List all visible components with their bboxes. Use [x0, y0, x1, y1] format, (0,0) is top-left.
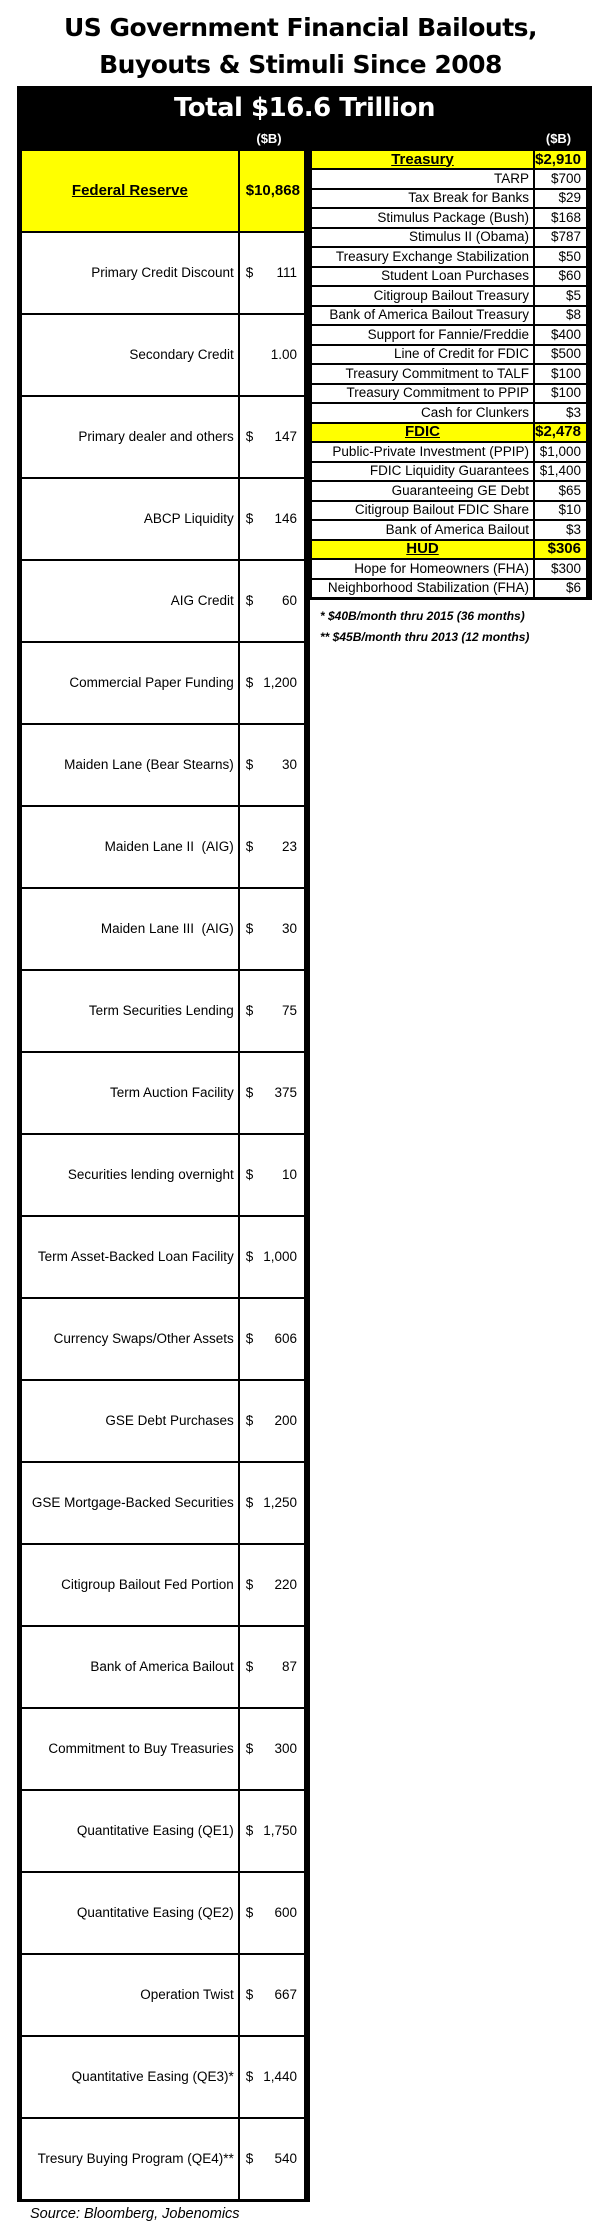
row-value	[239, 232, 307, 314]
table-row	[311, 579, 589, 599]
amount: 606	[274, 1331, 297, 1346]
table-row	[20, 396, 308, 478]
row-label: GSE Debt Purchases	[20, 1380, 239, 1462]
table-row	[20, 724, 308, 806]
row-label: Term Asset-Backed Loan Facility	[20, 1216, 239, 1298]
table-row	[311, 559, 589, 579]
table-row	[20, 1626, 308, 1708]
source-attribution: Source: Bloomberg, Jobenomics	[30, 2206, 240, 2222]
amount: 1,250	[263, 1495, 297, 1510]
row-label: Guaranteeing GE Debt	[311, 481, 534, 501]
row-value	[239, 314, 307, 396]
currency-symbol: $	[245, 757, 254, 772]
row-value: $100	[534, 364, 589, 384]
row-label: Bank of America Bailout	[20, 1626, 239, 1708]
row-label: Maiden Lane III (AIG)	[20, 888, 239, 970]
currency-symbol: $	[245, 1495, 254, 1510]
row-label: Stimulus II (Obama)	[311, 228, 534, 248]
row-value: $10	[534, 501, 589, 521]
row-value: $60	[534, 267, 589, 287]
table-row	[20, 1872, 308, 1954]
currency-symbol: $	[245, 1085, 254, 1100]
currency-symbol: $	[245, 1167, 254, 1182]
table-row	[311, 501, 589, 521]
section-header-treasury	[311, 150, 589, 170]
section-header-label: Federal Reserve	[20, 150, 239, 233]
amount: 75	[281, 1003, 297, 1018]
table-row	[20, 2036, 308, 2118]
row-value: $787	[534, 228, 589, 248]
table-row	[311, 462, 589, 482]
table-row	[20, 478, 308, 560]
row-value: $300	[534, 559, 589, 579]
row-label: Line of Credit for FDIC	[311, 345, 534, 365]
row-value: $168	[534, 208, 589, 228]
amount: 30	[281, 921, 297, 936]
table-row	[311, 403, 589, 423]
currency-symbol: $	[245, 1249, 254, 1264]
footnote-qe4: ** $45B/month thru 2013 (12 months)	[320, 629, 530, 644]
row-label: Public-Private Investment (PPIP)	[311, 442, 534, 462]
table-row	[20, 1380, 308, 1462]
currency-symbol: $	[245, 675, 254, 690]
row-value	[239, 888, 307, 970]
row-label: Bank of America Bailout Treasury	[311, 306, 534, 326]
treasury-fdic-hud-table	[310, 148, 592, 600]
currency-symbol: $	[245, 593, 254, 608]
row-label: Citigroup Bailout Treasury	[311, 286, 534, 306]
row-value: $6	[534, 579, 589, 599]
row-value: $50	[534, 247, 589, 267]
row-value	[239, 560, 307, 642]
page-title-line1: US Government Financial Bailouts,	[63, 13, 538, 42]
amount: 10	[281, 1167, 297, 1182]
row-value	[239, 1380, 307, 1462]
table-row	[311, 325, 589, 345]
row-value	[239, 1298, 307, 1380]
tables-row	[17, 148, 592, 2202]
row-label: Quantitative Easing (QE1)	[20, 1790, 239, 1872]
table-row	[311, 481, 589, 501]
table-row	[20, 970, 308, 1052]
amount: 540	[274, 2151, 297, 2166]
table-row	[311, 520, 589, 540]
table-row	[20, 2118, 308, 2201]
table-row	[20, 1954, 308, 2036]
row-label: Maiden Lane (Bear Stearns)	[20, 724, 239, 806]
table-row	[20, 1052, 308, 1134]
section-header-value: $ 10,868	[239, 150, 307, 233]
row-value: $400	[534, 325, 589, 345]
row-value	[239, 1790, 307, 1872]
row-label: Treasury Commitment to TALF	[311, 364, 534, 384]
section-header-value: $306	[534, 540, 589, 560]
amount: 60	[281, 593, 297, 608]
amount: 667	[274, 1987, 297, 2002]
right-column	[310, 148, 592, 648]
row-label: Citigroup Bailout FDIC Share	[311, 501, 534, 521]
row-value	[239, 1216, 307, 1298]
total-banner	[17, 86, 592, 148]
row-label: ABCP Liquidity	[20, 478, 239, 560]
row-value	[239, 1462, 307, 1544]
row-label: AIG Credit	[20, 560, 239, 642]
row-label: Commitment to Buy Treasuries	[20, 1708, 239, 1790]
table-row	[311, 384, 589, 404]
total-amount: Total $16.6 Trillion	[173, 93, 436, 123]
table-row	[20, 1298, 308, 1380]
currency-symbol: $	[245, 921, 254, 936]
row-value	[239, 1626, 307, 1708]
amount: 87	[281, 1659, 297, 1674]
amount: 146	[274, 511, 297, 526]
row-value: $29	[534, 189, 589, 209]
row-label: Maiden Lane II (AIG)	[20, 806, 239, 888]
row-value	[239, 642, 307, 724]
row-label: Term Securities Lending	[20, 970, 239, 1052]
footnotes	[310, 600, 592, 648]
row-label: Currency Swaps/Other Assets	[20, 1298, 239, 1380]
table-row	[311, 208, 589, 228]
table-row	[20, 560, 308, 642]
currency-symbol: $	[245, 839, 254, 854]
currency-symbol: $	[245, 1741, 254, 1756]
table-row	[20, 888, 308, 970]
section-header-federal-reserve	[20, 150, 308, 233]
row-value	[239, 2118, 307, 2201]
amount: 300	[274, 1741, 297, 1756]
row-label: TARP	[311, 169, 534, 189]
page-title	[0, 0, 601, 83]
row-label: Primary Credit Discount	[20, 232, 239, 314]
row-label: Citigroup Bailout Fed Portion	[20, 1544, 239, 1626]
row-label: Commercial Paper Funding	[20, 642, 239, 724]
amount: 375	[274, 1085, 297, 1100]
section-header-hud	[311, 540, 589, 560]
row-label: Treasury Exchange Stabilization	[311, 247, 534, 267]
table-row	[20, 1708, 308, 1790]
row-value: $1,000	[534, 442, 589, 462]
amount: 220	[274, 1577, 297, 1592]
row-value: $3	[534, 520, 589, 540]
table-row	[311, 442, 589, 462]
currency-symbol: $	[245, 1003, 254, 1018]
currency-symbol: $	[245, 2069, 254, 2084]
row-value	[239, 1544, 307, 1626]
currency-symbol: $	[245, 1659, 254, 1674]
row-value	[239, 396, 307, 478]
section-header-label: FDIC	[311, 423, 534, 443]
amount: 30	[281, 757, 297, 772]
row-value: $700	[534, 169, 589, 189]
federal-reserve-table	[17, 148, 310, 2202]
table-row	[311, 228, 589, 248]
row-value: $65	[534, 481, 589, 501]
row-value: $3	[534, 403, 589, 423]
row-label: Stimulus Package (Bush)	[311, 208, 534, 228]
currency-symbol: $	[245, 1331, 254, 1346]
table-row	[20, 1216, 308, 1298]
table-row	[311, 364, 589, 384]
row-value	[239, 1052, 307, 1134]
row-label: Tax Break for Banks	[311, 189, 534, 209]
table-row	[20, 806, 308, 888]
amount: 200	[274, 1413, 297, 1428]
row-value	[239, 970, 307, 1052]
row-label: Bank of America Bailout	[311, 520, 534, 540]
section-header-fdic	[311, 423, 589, 443]
table-row	[20, 642, 308, 724]
row-label: Treasury Commitment to PPIP	[311, 384, 534, 404]
section-header-value: $2,910	[534, 150, 589, 170]
currency-symbol: $	[245, 1413, 254, 1428]
row-label: Primary dealer and others	[20, 396, 239, 478]
footnote-qe3: * $40B/month thru 2015 (36 months)	[320, 608, 525, 623]
amount: 147	[274, 429, 297, 444]
table-row	[311, 286, 589, 306]
currency-symbol: $	[245, 2151, 254, 2166]
currency-symbol: $	[245, 265, 254, 280]
unit-label-right: ($B)	[545, 131, 572, 146]
row-label: Term Auction Facility	[20, 1052, 239, 1134]
row-label: Cash for Clunkers	[311, 403, 534, 423]
currency-symbol: $	[245, 1823, 254, 1838]
row-label: Student Loan Purchases	[311, 267, 534, 287]
amount: 1.00	[270, 347, 297, 362]
row-label: GSE Mortgage-Backed Securities	[20, 1462, 239, 1544]
row-value	[239, 1954, 307, 2036]
currency-symbol: $	[245, 1987, 254, 2002]
amount: 111	[276, 265, 297, 280]
row-value: $1,400	[534, 462, 589, 482]
row-value	[239, 1134, 307, 1216]
row-label: Support for Fannie/Freddie	[311, 325, 534, 345]
row-label: Neighborhood Stabilization (FHA)	[311, 579, 534, 599]
currency-symbol: $	[245, 429, 254, 444]
table-row	[311, 189, 589, 209]
row-label: FDIC Liquidity Guarantees	[311, 462, 534, 482]
row-label: Operation Twist	[20, 1954, 239, 2036]
currency-symbol: $	[245, 1905, 254, 1920]
row-value: $500	[534, 345, 589, 365]
row-label: Secondary Credit	[20, 314, 239, 396]
row-value	[239, 1708, 307, 1790]
amount: 1,440	[263, 2069, 297, 2084]
table-row	[20, 314, 308, 396]
table-row	[20, 1462, 308, 1544]
table-row	[311, 247, 589, 267]
row-label: Quantitative Easing (QE3)*	[20, 2036, 239, 2118]
page-title-line2: Buyouts & Stimuli Since 2008	[99, 50, 502, 79]
currency-symbol: $	[245, 511, 254, 526]
table-row	[20, 1544, 308, 1626]
amount: 1,000	[263, 1249, 297, 1264]
unit-label-left: ($B)	[256, 131, 282, 146]
row-value	[239, 724, 307, 806]
row-value	[239, 806, 307, 888]
row-value	[239, 478, 307, 560]
row-value: $8	[534, 306, 589, 326]
amount: 1,750	[263, 1823, 297, 1838]
row-label: Hope for Homeowners (FHA)	[311, 559, 534, 579]
section-header-label: HUD	[311, 540, 534, 560]
table-row	[311, 345, 589, 365]
table-row	[20, 232, 308, 314]
table-row	[311, 169, 589, 189]
table-row	[20, 1790, 308, 1872]
table-row	[311, 267, 589, 287]
row-label: Tresury Buying Program (QE4)**	[20, 2118, 239, 2201]
section-header-value: $2,478	[534, 423, 589, 443]
amount: 23	[281, 839, 297, 854]
row-value	[239, 1872, 307, 1954]
row-value	[239, 2036, 307, 2118]
amount: 1,200	[263, 675, 297, 690]
amount: 600	[274, 1905, 297, 1920]
row-value: $100	[534, 384, 589, 404]
section-header-label: Treasury	[311, 150, 534, 170]
row-label: Securities lending overnight	[20, 1134, 239, 1216]
bailout-table-board	[17, 86, 592, 2202]
row-label: Quantitative Easing (QE2)	[20, 1872, 239, 1954]
table-row	[20, 1134, 308, 1216]
table-row	[311, 306, 589, 326]
row-value: $5	[534, 286, 589, 306]
currency-symbol: $	[245, 1577, 254, 1592]
